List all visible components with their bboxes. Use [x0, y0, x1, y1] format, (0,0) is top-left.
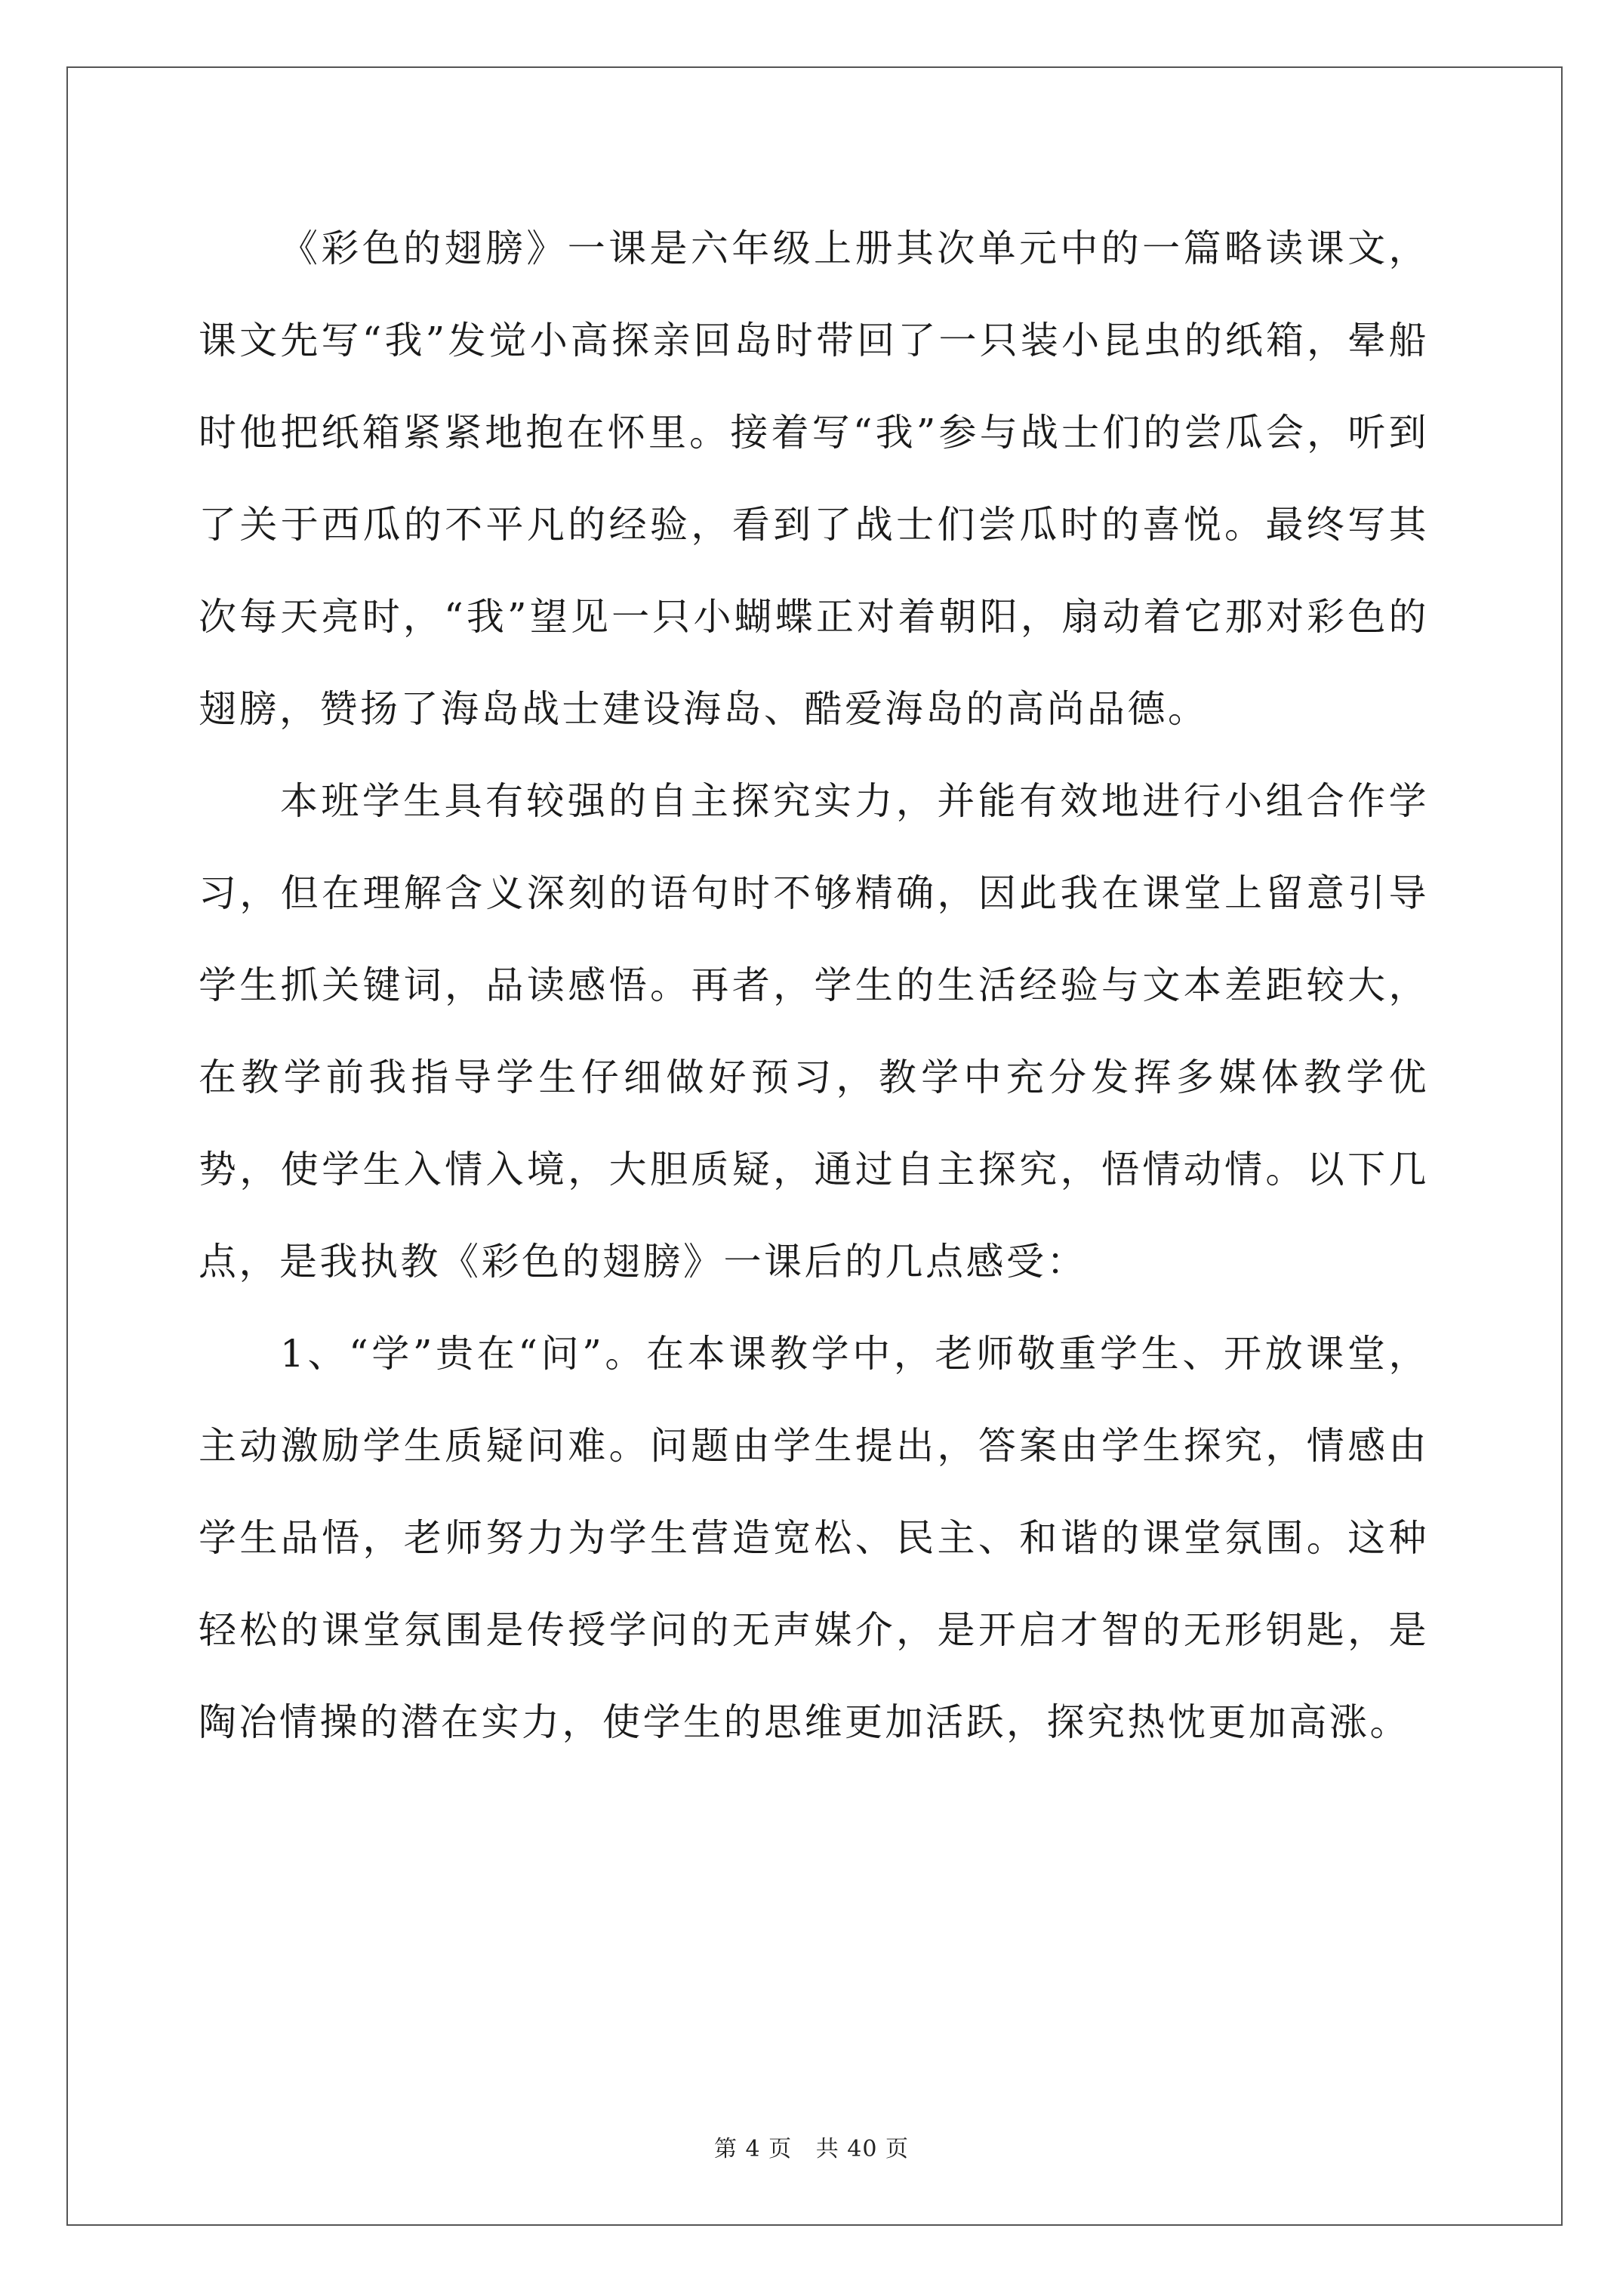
paragraph-2: 本班学生具有较强的自主探究实力，并能有效地进行小组合作学习，但在理解含义深刻的语句时不够精确，因此我在课堂上留意引导学生抓关键词，品读感悟。再者，学生的生活经验与文本差距较大，在教学前我指导学生仔细做好预习，教学中充分发挥多媒体教学优势，使学生入情入境，大胆质疑，通过自主探究，悟情动情。以下几点，是我执教《彩色的翅膀》一课后的几点感受：: [199, 779, 1429, 1284]
paragraph-1: 《彩色的翅膀》一课是六年级上册其次单元中的一篇略读课文，课文先写“我”发觉小高探亲回岛时带回了一只装小昆虫的纸箱，晕船时他把纸箱紧紧地抱在怀里。接着写“我”参与战士们的尝瓜会，听到了关于西瓜的不平凡的经验，看到了战士们尝瓜时的喜悦。最终写其次每天亮时，“我”望见一只小蝴蝶正对着朝阳，扇动着它那对彩色的翅膀，赞扬了海岛战士建设海岛、酷爱海岛的高尚品德。: [199, 227, 1429, 731]
page-number: 第 4 页: [713, 2136, 793, 2162]
paragraph-3: 1、“学”贵在“问”。在本课教学中，老师敬重学生、开放课堂，主动激励学生质疑问难。问题由学生提出，答案由学生探究，情感由学生品悟，老师努力为学生营造宽松、民主、和谐的课堂氛围。这种轻松的课堂氛围是传授学问的无声媒介，是开启才智的无形钥匙，是陶冶情操的潜在实力，使学生的思维更加活跃，探究热忱更加高涨。: [199, 1332, 1429, 1744]
page-total: 共 40 页: [815, 2136, 910, 2162]
page-footer: [0, 2134, 1623, 2165]
document-body: [199, 202, 1429, 1768]
